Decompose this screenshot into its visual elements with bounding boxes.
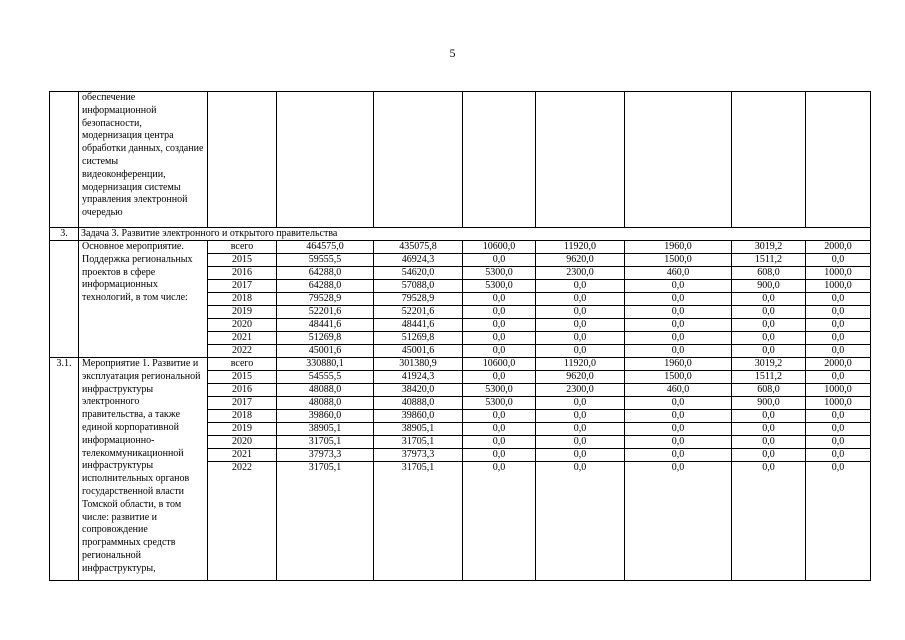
value-cell: 1960,0 xyxy=(625,358,732,371)
value-cell: 41924,3 xyxy=(374,371,463,384)
value-cell: 0,0 xyxy=(536,345,625,358)
value-cell: 48088,0 xyxy=(277,384,374,397)
value-cell: 48088,0 xyxy=(277,397,374,410)
value-cell: 0,0 xyxy=(806,449,871,462)
value-cell: 31705,1 xyxy=(277,462,374,581)
value-cell: 0,0 xyxy=(806,371,871,384)
value-cell: 0,0 xyxy=(463,423,536,436)
year-cell: 2015 xyxy=(208,254,277,267)
value-cell: 51269,8 xyxy=(277,332,374,345)
value-cell: 1000,0 xyxy=(806,384,871,397)
value-cell: 31705,1 xyxy=(374,462,463,581)
value-cell: 0,0 xyxy=(463,410,536,423)
value-cell: 0,0 xyxy=(806,332,871,345)
section-row xyxy=(50,228,871,241)
value-cell: 900,0 xyxy=(732,280,806,293)
value-cell: 9620,0 xyxy=(536,254,625,267)
value-cell: 2000,0 xyxy=(806,358,871,371)
value-cell: 11920,0 xyxy=(536,241,625,254)
value-cell: 0,0 xyxy=(806,423,871,436)
value-cell: 5300,0 xyxy=(463,397,536,410)
row-number-cell xyxy=(50,92,79,228)
year-cell: 2020 xyxy=(208,436,277,449)
year-cell: 2020 xyxy=(208,319,277,332)
year-cell: 2021 xyxy=(208,449,277,462)
value-cell: 0,0 xyxy=(732,293,806,306)
value-cell: 0,0 xyxy=(806,410,871,423)
value-cell: 0,0 xyxy=(625,345,732,358)
value-cell: 0,0 xyxy=(806,254,871,267)
value-cell: 330880,1 xyxy=(277,358,374,371)
value-cell: 38905,1 xyxy=(277,423,374,436)
value-cell: 64288,0 xyxy=(277,267,374,280)
value-cell: 64288,0 xyxy=(277,280,374,293)
value-cell: 1000,0 xyxy=(806,397,871,410)
value-cell: 57088,0 xyxy=(374,280,463,293)
year-cell: 2016 xyxy=(208,384,277,397)
value-cell: 10600,0 xyxy=(463,241,536,254)
value-cell: 0,0 xyxy=(536,332,625,345)
value-cell: 0,0 xyxy=(463,449,536,462)
value-cell: 0,0 xyxy=(536,462,625,581)
value-cell: 0,0 xyxy=(806,306,871,319)
year-cell: 2017 xyxy=(208,397,277,410)
row-number-cell xyxy=(50,241,79,358)
value-cell: 38905,1 xyxy=(374,423,463,436)
value-cell: 51269,8 xyxy=(374,332,463,345)
value-cell: 0,0 xyxy=(732,410,806,423)
section-title: Задача 3. Развитие электронного и открытого правительства xyxy=(79,228,871,241)
year-cell: 2021 xyxy=(208,332,277,345)
table-row xyxy=(50,358,871,371)
year-cell: 2019 xyxy=(208,423,277,436)
value-cell: 0,0 xyxy=(463,306,536,319)
value-cell: 0,0 xyxy=(463,345,536,358)
value-cell: 0,0 xyxy=(625,319,732,332)
value-cell: 0,0 xyxy=(463,332,536,345)
value-cell: 1500,0 xyxy=(625,254,732,267)
value-cell: 1960,0 xyxy=(625,241,732,254)
value-cell: 5300,0 xyxy=(463,280,536,293)
value-cell: 48441,6 xyxy=(277,319,374,332)
value-cell: 435075,8 xyxy=(374,241,463,254)
year-cell: всего xyxy=(208,358,277,371)
continuation-row xyxy=(50,92,871,228)
value-cell: 0,0 xyxy=(463,293,536,306)
value-cell: 0,0 xyxy=(732,332,806,345)
value-cell: 301380,9 xyxy=(374,358,463,371)
value-cell: 0,0 xyxy=(732,306,806,319)
value-cell: 45001,6 xyxy=(374,345,463,358)
value-cell: 460,0 xyxy=(625,267,732,280)
value-cell: 464575,0 xyxy=(277,241,374,254)
value-cell: 0,0 xyxy=(463,254,536,267)
year-cell: всего xyxy=(208,241,277,254)
value-cell: 79528,9 xyxy=(374,293,463,306)
value-cell: 0,0 xyxy=(536,319,625,332)
year-cell: 2022 xyxy=(208,462,277,581)
value-cell: 900,0 xyxy=(732,397,806,410)
value-cell: 1511,2 xyxy=(732,254,806,267)
value-cell: 460,0 xyxy=(625,384,732,397)
value-cell: 0,0 xyxy=(732,319,806,332)
value-cell: 1511,2 xyxy=(732,371,806,384)
year-cell: 2015 xyxy=(208,371,277,384)
value-cell: 59555,5 xyxy=(277,254,374,267)
activity-description: Мероприятие 1. Развитие и эксплуатация региональной инфраструктуры электронного правительства, а также единой корпоративной информационно-телекоммуникационной инфраструктуры исполнительных органов государственной власти Томской области, в том числе: развитие и сопровождение программных средств региональной инфраструктуры, xyxy=(79,358,208,581)
value-cell: 0,0 xyxy=(625,423,732,436)
value-cell: 0,0 xyxy=(806,293,871,306)
value-cell: 48441,6 xyxy=(374,319,463,332)
value-cell: 46924,3 xyxy=(374,254,463,267)
value-cell: 0,0 xyxy=(536,449,625,462)
value-cell: 0,0 xyxy=(732,423,806,436)
year-cell: 2017 xyxy=(208,280,277,293)
value-cell: 1500,0 xyxy=(625,371,732,384)
value-cell: 3019,2 xyxy=(732,358,806,371)
activity-description: Основное мероприятие. Поддержка региональных проектов в сфере информационных технологий, в том числе: xyxy=(79,241,208,358)
value-cell: 37973,3 xyxy=(374,449,463,462)
value-cell: 52201,6 xyxy=(277,306,374,319)
value-cell: 38420,0 xyxy=(374,384,463,397)
value-cell: 0,0 xyxy=(536,280,625,293)
value-cell: 0,0 xyxy=(732,449,806,462)
value-cell: 2300,0 xyxy=(536,267,625,280)
value-cell: 0,0 xyxy=(806,462,871,581)
value-cell: 31705,1 xyxy=(374,436,463,449)
value-cell: 0,0 xyxy=(463,319,536,332)
value-cell: 5300,0 xyxy=(463,384,536,397)
value-cell: 0,0 xyxy=(806,436,871,449)
table-body xyxy=(50,92,871,581)
value-cell: 0,0 xyxy=(625,449,732,462)
value-cell: 0,0 xyxy=(625,397,732,410)
value-cell: 1000,0 xyxy=(806,280,871,293)
value-cell: 79528,9 xyxy=(277,293,374,306)
year-cell: 2018 xyxy=(208,410,277,423)
table-row xyxy=(50,241,871,254)
value-cell: 2000,0 xyxy=(806,241,871,254)
value-cell: 3019,2 xyxy=(732,241,806,254)
value-cell: 9620,0 xyxy=(536,371,625,384)
value-cell: 0,0 xyxy=(625,436,732,449)
value-cell: 54620,0 xyxy=(374,267,463,280)
value-cell: 608,0 xyxy=(732,384,806,397)
year-cell: 2022 xyxy=(208,345,277,358)
year-cell: 2018 xyxy=(208,293,277,306)
value-cell: 2300,0 xyxy=(536,384,625,397)
value-cell: 54555,5 xyxy=(277,371,374,384)
value-cell: 5300,0 xyxy=(463,267,536,280)
value-cell: 11920,0 xyxy=(536,358,625,371)
value-cell: 1000,0 xyxy=(806,267,871,280)
value-cell: 40888,0 xyxy=(374,397,463,410)
value-cell: 31705,1 xyxy=(277,436,374,449)
continuation-description: обеспечение информационной безопасности, модернизация центра обработки данных, создание системы видеоконференции, модернизация системы управления электронной очередью xyxy=(79,92,208,228)
value-cell: 0,0 xyxy=(806,319,871,332)
value-cell: 37973,3 xyxy=(277,449,374,462)
value-cell: 0,0 xyxy=(625,462,732,581)
value-cell: 0,0 xyxy=(732,345,806,358)
value-cell: 0,0 xyxy=(463,436,536,449)
value-cell: 0,0 xyxy=(536,293,625,306)
value-cell: 0,0 xyxy=(732,436,806,449)
row-number-cell: 3.1. xyxy=(50,358,79,581)
value-cell: 0,0 xyxy=(536,436,625,449)
page-number: 5 xyxy=(449,46,456,60)
value-cell: 45001,6 xyxy=(277,345,374,358)
value-cell: 39860,0 xyxy=(277,410,374,423)
value-cell: 39860,0 xyxy=(374,410,463,423)
year-cell: 2016 xyxy=(208,267,277,280)
value-cell: 0,0 xyxy=(536,306,625,319)
value-cell: 10600,0 xyxy=(463,358,536,371)
section-number: 3. xyxy=(50,228,79,241)
value-cell: 0,0 xyxy=(625,332,732,345)
value-cell: 0,0 xyxy=(536,397,625,410)
value-cell: 0,0 xyxy=(625,280,732,293)
budget-table xyxy=(49,91,871,581)
value-cell: 52201,6 xyxy=(374,306,463,319)
value-cell: 0,0 xyxy=(625,306,732,319)
value-cell: 0,0 xyxy=(732,462,806,581)
value-cell: 0,0 xyxy=(536,410,625,423)
value-cell: 0,0 xyxy=(806,345,871,358)
value-cell: 0,0 xyxy=(625,293,732,306)
value-cell: 0,0 xyxy=(625,410,732,423)
year-cell: 2019 xyxy=(208,306,277,319)
value-cell: 0,0 xyxy=(463,371,536,384)
value-cell: 0,0 xyxy=(463,462,536,581)
value-cell: 608,0 xyxy=(732,267,806,280)
value-cell: 0,0 xyxy=(536,423,625,436)
